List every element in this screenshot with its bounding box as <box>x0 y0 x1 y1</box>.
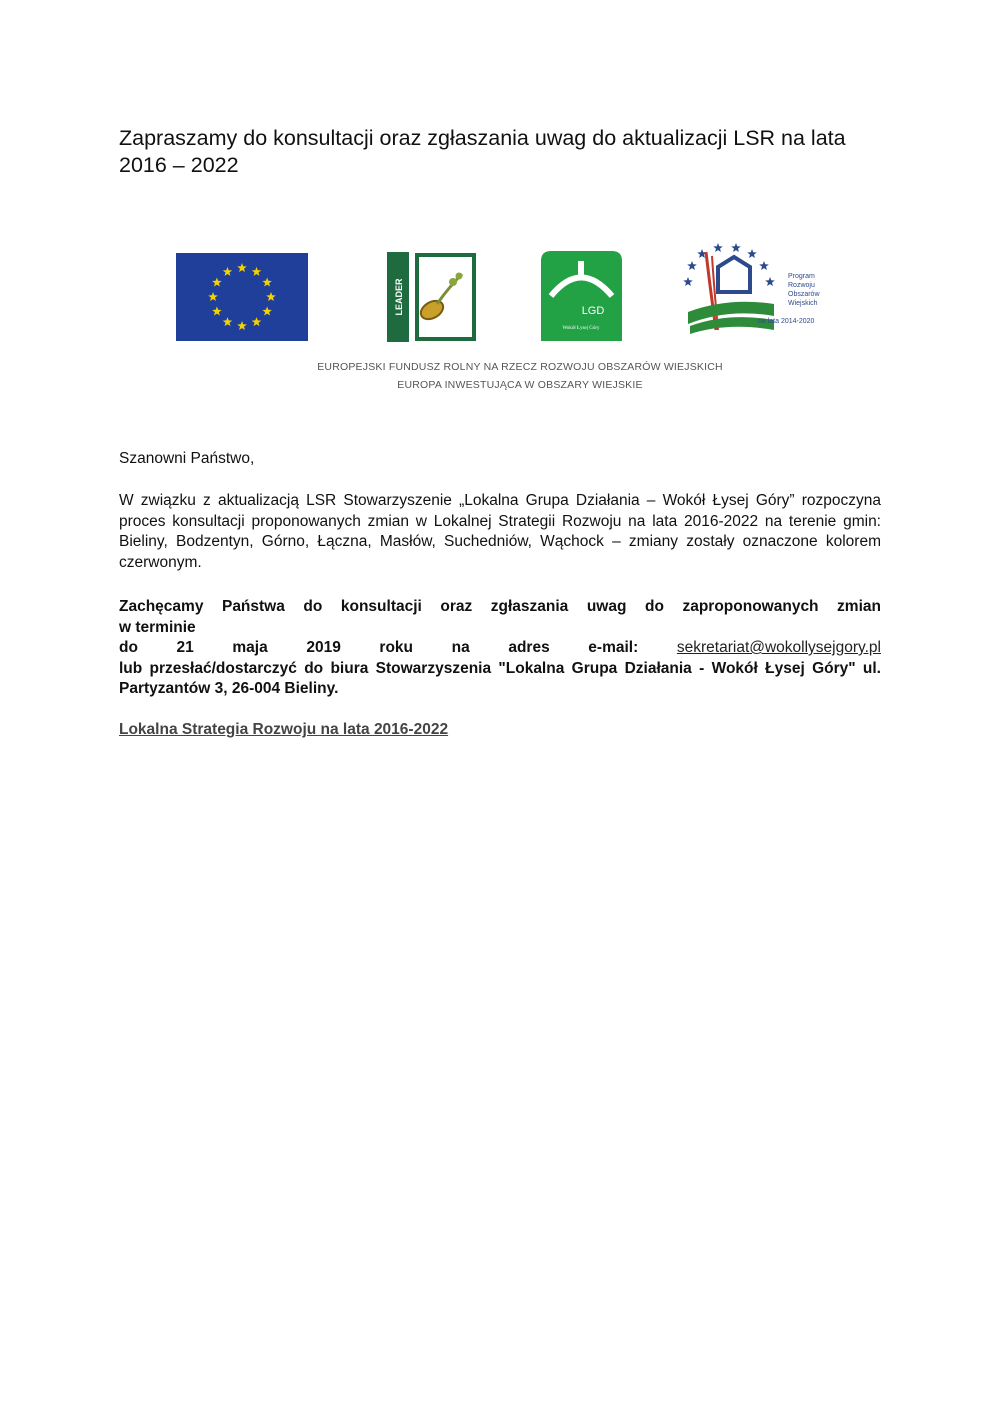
lgd-logo <box>541 251 622 341</box>
email-link[interactable]: sekretariat@wokollysejgory.pl <box>676 639 881 656</box>
prow-star-icon <box>713 243 723 252</box>
prow-text <box>788 272 820 308</box>
lgd-word: LGD <box>581 305 605 317</box>
prow-line: Rozwoju <box>788 282 815 289</box>
invitation-line: Zachęcamy Państwa do konsultacji oraz zgłaszania uwag do zaproponowanych zmian <box>119 598 881 615</box>
eu-flag-logo <box>176 253 308 341</box>
invitation-paragraph <box>119 597 881 700</box>
invitation-line-email <box>119 638 881 659</box>
fund-caption-2: EUROPA INWESTUJĄCA W OBSZARY WIEJSKIE <box>397 379 643 391</box>
greeting: Szanowni Państwo, <box>119 450 255 467</box>
invitation-line: w terminie <box>119 618 196 636</box>
invitation-line: lub przesłać/dostarczyć do biura Stowarzyszenia "Lokalna Grupa Działania - Wokół Łysej Góry" ul. Partyzantów 3, 26-004 Bieliny. <box>119 659 881 697</box>
logo-row <box>0 240 1000 350</box>
fund-caption-1: EUROPEJSKI FUNDUSZ ROLNY NA RZECZ ROZWOJU OBSZARÓW WIEJSKICH <box>317 361 723 373</box>
lgd-subtext: Wokół Łysej Góry <box>562 326 600 331</box>
leader-logo <box>387 252 477 342</box>
page-title: Zapraszamy do konsultacji oraz zgłaszania uwag do aktualizacji LSR na lata 2016 – 2022 <box>119 126 846 177</box>
intro-paragraph: W związku z aktualizacją LSR Stowarzyszenie „Lokalna Grupa Działania – Wokół Łysej Góry” rozpoczyna proces konsultacji proponowanych zmian w Lokalnej Strategii Rozwoju na lata 2016-2022 na terenie gmin: Bieliny, Bodzentyn, Górno, Łączna, Masłów, Suchedniów, Wąchock – zmiany zostały oznaczone kolorem czerwonym. <box>119 492 881 571</box>
prow-star-icon <box>765 277 775 286</box>
prow-star-icon <box>731 243 741 252</box>
strategy-document-link[interactable]: Lokalna Strategia Rozwoju na lata 2016-2022 <box>119 721 449 738</box>
leader-word: LEADER <box>394 278 404 316</box>
prow-star-icon <box>759 261 769 270</box>
prow-line: Wiejskich <box>788 300 818 307</box>
prow-star-icon <box>683 277 693 286</box>
prow-line: Program <box>788 273 815 280</box>
prow-line: Obszarów <box>788 291 820 298</box>
prow-star-icon <box>747 249 757 258</box>
prow-years: na lata 2014-2020 <box>758 318 815 325</box>
deadline-text: do 21 maja 2019 roku na adres e-mail: <box>119 639 639 656</box>
prow-star-icon <box>687 261 697 270</box>
